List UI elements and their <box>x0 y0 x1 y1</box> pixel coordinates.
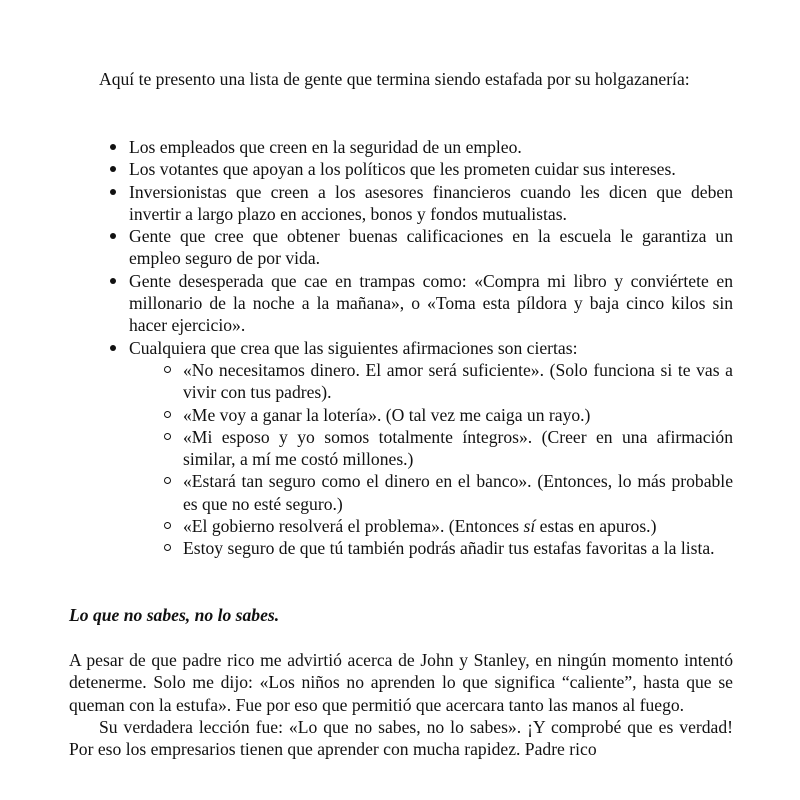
sub-bullet-list <box>69 359 733 560</box>
sub-list-item-text-part: «El gobierno resolverá el problema». (Entonces <box>183 516 524 537</box>
sub-list-item-text: «Me voy a ganar la lotería». (O tal vez me caiga un rayo.) <box>183 404 591 425</box>
sub-list-item <box>69 359 733 404</box>
sub-list-item-text: Estoy seguro de que tú también podrás añadir tus estafas favoritas a la lista. <box>183 538 715 559</box>
sub-list-item <box>69 470 733 515</box>
section-heading: Lo que no sabes, no lo sabes. <box>69 605 280 625</box>
bullet-icon <box>110 278 116 284</box>
sub-list-item <box>69 404 733 426</box>
list-item-text: Gente desesperada que cae en trampas como: «Compra mi libro y conviértete en millonario de la noche a la mañana», o «Toma esta píldora y baja cinco kilos sin hacer ejercicio». <box>129 270 733 336</box>
list-item <box>69 270 733 337</box>
list-item <box>69 136 733 158</box>
circle-bullet-icon <box>164 477 171 484</box>
sub-list-item <box>69 426 733 471</box>
paragraph: A pesar de que padre rico me advirtió acerca de John y Stanley, en ningún momento intentó detenerme. Solo me dijo: «Los niños no aprenden lo que significa “caliente”, hasta que se queman con la estufa». Fue por eso que permitió que acercara tanto las manos al fuego. <box>69 650 733 715</box>
list-item <box>69 158 733 180</box>
list-item <box>69 225 733 270</box>
bullet-icon <box>110 345 116 351</box>
list-item <box>69 181 733 226</box>
circle-bullet-icon <box>164 522 171 529</box>
sub-list-item-text-part: estas en apuros.) <box>535 516 657 537</box>
bullet-icon <box>110 233 116 239</box>
sub-list-item-text <box>183 516 656 536</box>
intro-paragraph: Aquí te presento una lista de gente que termina siendo estafada por su holgazanería: <box>99 69 690 89</box>
paragraph: Su verdadera lección fue: «Lo que no sabes, no lo sabes». ¡Y comprobé que es verdad! Por eso los empresarios tienen que aprender con mucha rapidez. Padre rico <box>69 716 733 760</box>
list-item <box>69 337 733 560</box>
bullet-icon <box>110 189 116 195</box>
circle-bullet-icon <box>164 433 171 440</box>
list-item-text: Los empleados que creen en la seguridad de un empleo. <box>129 137 522 157</box>
sub-list-item <box>69 537 733 559</box>
sub-list-item-text: «Mi esposo y yo somos totalmente íntegros». (Creer en una afirmación similar, a mí me costó millones.) <box>183 426 733 470</box>
list-item-text: Inversionistas que creen a los asesores financieros cuando les dicen que deben invertir a largo plazo en acciones, bonos y fondos mutualistas. <box>129 181 733 224</box>
sub-list-item-text: «Estará tan seguro como el dinero en el banco». (Entonces, lo más probable es que no esté seguro.) <box>183 471 733 514</box>
list-item-text: Los votantes que apoyan a los políticos que les prometen cuidar sus intereses. <box>129 159 676 180</box>
circle-bullet-icon <box>164 411 171 418</box>
bullet-icon <box>110 166 116 172</box>
list-item-text: Cualquiera que crea que las siguientes afirmaciones son ciertas: <box>129 337 578 358</box>
circle-bullet-icon <box>164 544 171 551</box>
list-item-text: Gente que cree que obtener buenas calificaciones en la escuela le garantiza un empleo seguro de por vida. <box>129 226 733 269</box>
bullet-list <box>69 136 733 560</box>
bullet-icon <box>110 144 116 150</box>
circle-bullet-icon <box>164 366 171 373</box>
sub-list-item-text: «No necesitamos dinero. El amor será suficiente». (Solo funciona si te vas a vivir con tus padres). <box>183 359 733 403</box>
sub-list-item <box>69 515 733 537</box>
emphasis-word: sí <box>523 516 536 537</box>
body-text <box>69 649 733 760</box>
